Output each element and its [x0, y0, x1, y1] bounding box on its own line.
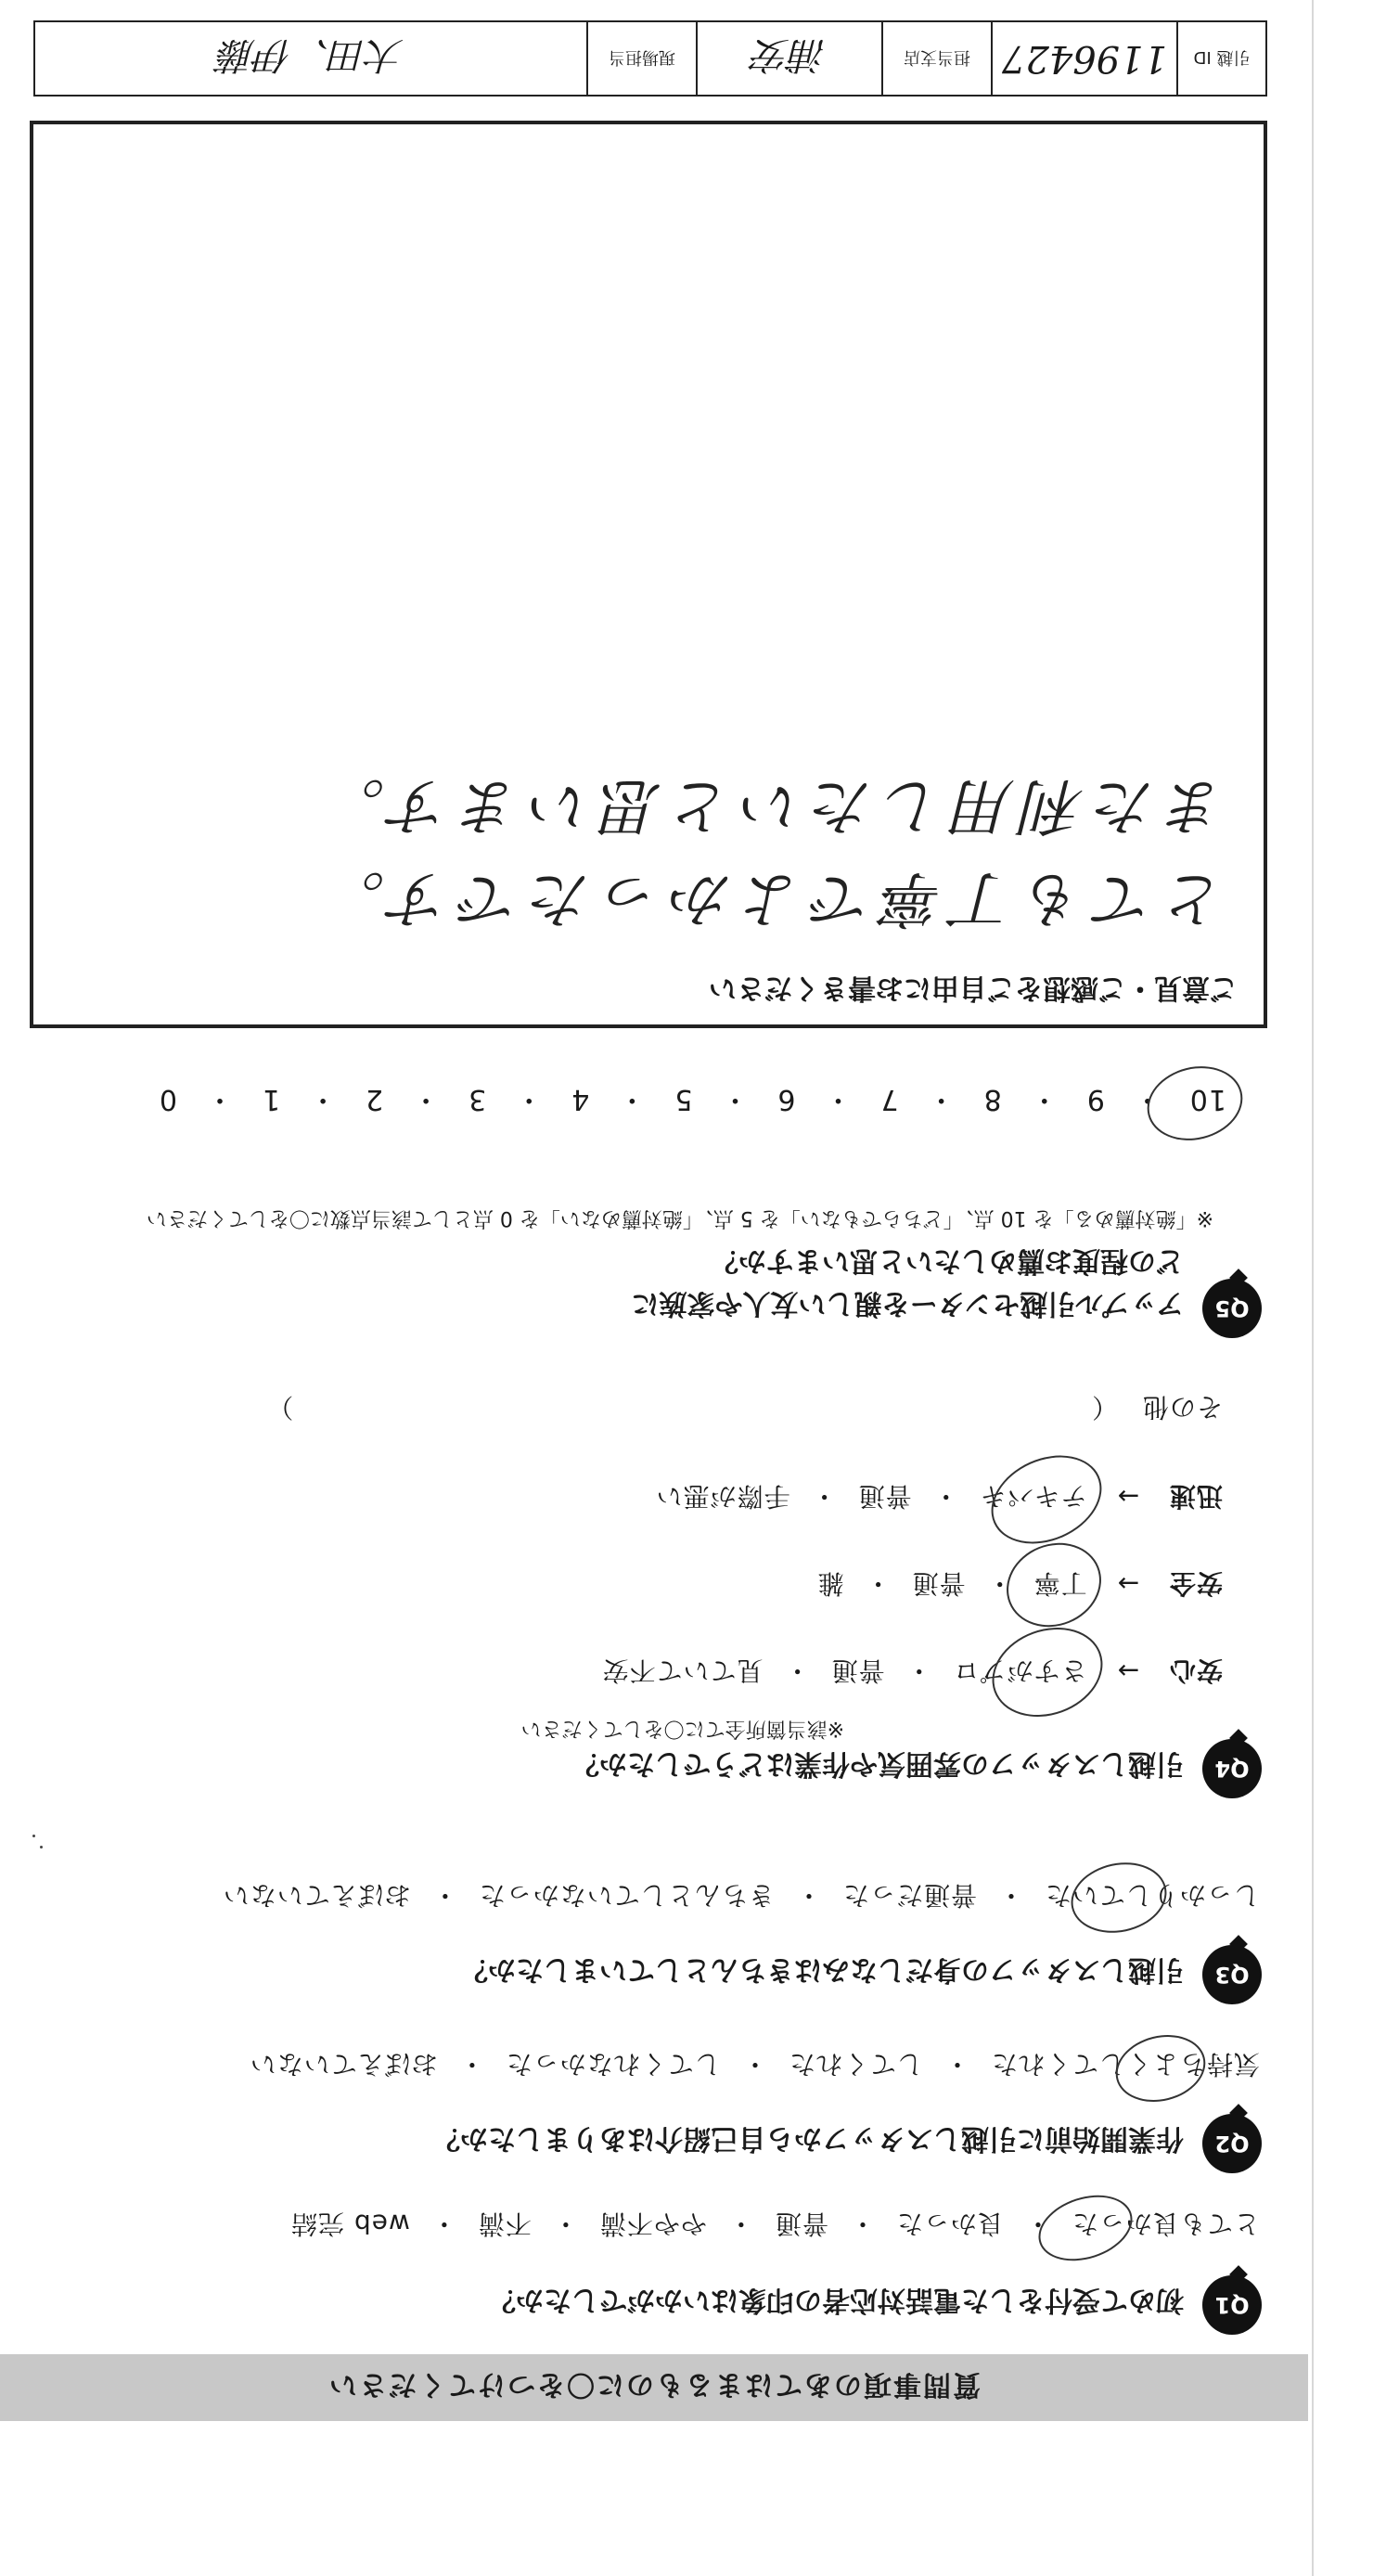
- q2-options: 気持ちよくしてくれた・してくれた・してくれなかった・おぼえていない: [250, 2047, 1260, 2084]
- leader-value: 大田、伊藤: [218, 33, 404, 77]
- q4-row-anzen: 安全 → 丁寧・普通・雑: [817, 1566, 1223, 1604]
- move-id-value: 1196427: [1001, 37, 1168, 80]
- q5-score-5[interactable]: 5: [674, 1083, 693, 1115]
- q4-anshin-option-uneasy[interactable]: 見ていて不安: [601, 1655, 764, 1686]
- q3-options: しっかりしていた・普通だった・きちんとしていなかった・おぼえていない: [223, 1878, 1260, 1915]
- q5-score-2[interactable]: 2: [365, 1083, 384, 1115]
- q1-option-very-good[interactable]: とても良かった: [1071, 2209, 1260, 2239]
- q1-option-web[interactable]: web 完結: [290, 2209, 410, 2239]
- q3-option-dont-remember[interactable]: おぼえていない: [222, 1880, 411, 1911]
- q5-score-7[interactable]: 7: [879, 1083, 899, 1115]
- q5-score-0[interactable]: 0: [158, 1083, 177, 1115]
- q4-badge: Q4: [1202, 1739, 1262, 1798]
- q5-question-line2: どの程度お薦めしたいと思いますか？: [711, 1244, 1184, 1277]
- leader-label-cell: [586, 22, 696, 95]
- q4-row-label: 安全: [1168, 1568, 1223, 1599]
- arrow-icon: →: [1116, 1481, 1140, 1512]
- q4-anzen-option-careful[interactable]: 丁寧: [1033, 1568, 1087, 1599]
- q3-question: 引越しスタッフの身だしなみはきちんとしていましたか？: [460, 1953, 1184, 1986]
- instruction-band: [0, 2354, 1308, 2421]
- q5-note: ※「絶対薦める」を 10 点、「どちらでもない」を 5 点、「絶対薦めない」を 0 点として該当点数に〇をしてください: [146, 1206, 1213, 1230]
- q4-anshin-option-normal[interactable]: 普通: [830, 1655, 885, 1686]
- q4-row-label: 安心: [1168, 1655, 1223, 1686]
- instruction-text: 質問事項のあてはまるものに〇をつけてください: [327, 2368, 981, 2401]
- move-id-value-cell: [991, 22, 1176, 95]
- q5-score-9[interactable]: 9: [1085, 1083, 1105, 1115]
- q1-option-good[interactable]: 良かった: [895, 2209, 1004, 2239]
- move-id-label-cell: [1176, 22, 1265, 95]
- q4-other: [82, 1390, 1223, 1427]
- q5-score-10[interactable]: 10: [1188, 1083, 1226, 1115]
- arrow-icon: →: [1116, 1568, 1140, 1599]
- scan-speck: [40, 1846, 43, 1848]
- q3-option-normal[interactable]: 普通だった: [841, 1880, 977, 1911]
- q5-scale: 10・9・8・7・6・5・4・3・2・1・0: [158, 1083, 1226, 1115]
- q5-badge: Q5: [1202, 1279, 1262, 1338]
- q4-other-close-paren: ）: [266, 1392, 294, 1423]
- q2-option-did[interactable]: してくれた: [788, 2049, 923, 2080]
- branch-label-cell: [881, 22, 991, 95]
- scan-speck: [32, 1835, 35, 1837]
- q5-question-line1: アップル引越センターを親しい友人や家族に: [631, 1287, 1184, 1320]
- q4-anzen-option-normal[interactable]: 普通: [911, 1568, 966, 1599]
- branch-value: 浦安: [752, 33, 827, 77]
- comment-box[interactable]: [30, 121, 1267, 1028]
- q1-badge: Q1: [1202, 2275, 1262, 2335]
- q4-row-label: 迅速: [1168, 1481, 1223, 1512]
- q4-jinsoku-option-brisk[interactable]: テキパキ: [979, 1481, 1087, 1512]
- q4-row-anshin: 安心 → さすがプロ・普通・見ていて不安: [602, 1654, 1223, 1691]
- leader-value-cell: [35, 22, 586, 95]
- q2-badge: Q2: [1202, 2114, 1262, 2173]
- leader-label: 現場担当: [609, 47, 675, 67]
- q4-anshin-option-pro[interactable]: さすがプロ: [952, 1655, 1087, 1686]
- q5-score-6[interactable]: 6: [777, 1083, 796, 1115]
- q4-question: 引越しスタッフの雰囲気や作業はどうでしたか？: [571, 1747, 1184, 1780]
- handwritten-comment-line1: とても丁寧でよかったです。: [314, 863, 1226, 934]
- q3-badge: Q3: [1202, 1945, 1262, 2004]
- q4-jinsoku-option-normal[interactable]: 普通: [857, 1481, 912, 1512]
- q4-anzen-option-rough[interactable]: 雑: [816, 1568, 844, 1599]
- q1-option-normal[interactable]: 普通: [774, 2209, 828, 2239]
- q4-row-jinsoku: 迅速 → テキパキ・普通・手際が悪い: [656, 1479, 1223, 1516]
- q3-option-neat[interactable]: しっかりしていた: [1044, 1880, 1260, 1911]
- branch-label: 担当支店: [904, 47, 970, 67]
- q2-option-did-not[interactable]: してくれなかった: [505, 2049, 721, 2080]
- handwritten-comment-line2: また利用したいと思います。: [314, 770, 1226, 842]
- q5-score-4[interactable]: 4: [571, 1083, 590, 1115]
- q2-question: 作業開始前に引越しスタッフから自己紹介はありましたか？: [432, 2122, 1184, 2155]
- q1-option-dissatisfied[interactable]: 不満: [477, 2209, 532, 2239]
- q4-note: ※該当箇所全てに〇をしてください: [520, 1717, 844, 1740]
- id-table: [33, 20, 1267, 97]
- q4-jinsoku-option-clumsy[interactable]: 手際が悪い: [655, 1481, 790, 1512]
- move-id-label: 引越 ID: [1193, 47, 1251, 67]
- q2-option-pleasant[interactable]: 気持ちよくしてくれた: [990, 2049, 1260, 2080]
- branch-value-cell: [696, 22, 881, 95]
- q1-option-somewhat-dissatisfied[interactable]: やや不満: [598, 2209, 707, 2239]
- comment-title: ご意見・ご感想をご自由にお書きください: [709, 972, 1238, 1004]
- q3-option-not-neat[interactable]: きちんとしていなかった: [478, 1880, 775, 1911]
- q5-score-3[interactable]: 3: [468, 1083, 487, 1115]
- q4-other-open-paren: （: [1091, 1392, 1119, 1423]
- q2-option-dont-remember[interactable]: おぼえていない: [249, 2049, 438, 2080]
- q5-score-8[interactable]: 8: [982, 1083, 1002, 1115]
- q4-other-label: その他: [1141, 1392, 1223, 1423]
- q1-question: 初めて受付をした電話対応者の印象はいかがでしたか？: [488, 2284, 1184, 2316]
- arrow-icon: →: [1116, 1655, 1140, 1686]
- q1-options: とても良かった・良かった・普通・やや不満・不満・web 完結: [290, 2207, 1260, 2244]
- q5-score-1[interactable]: 1: [261, 1083, 281, 1115]
